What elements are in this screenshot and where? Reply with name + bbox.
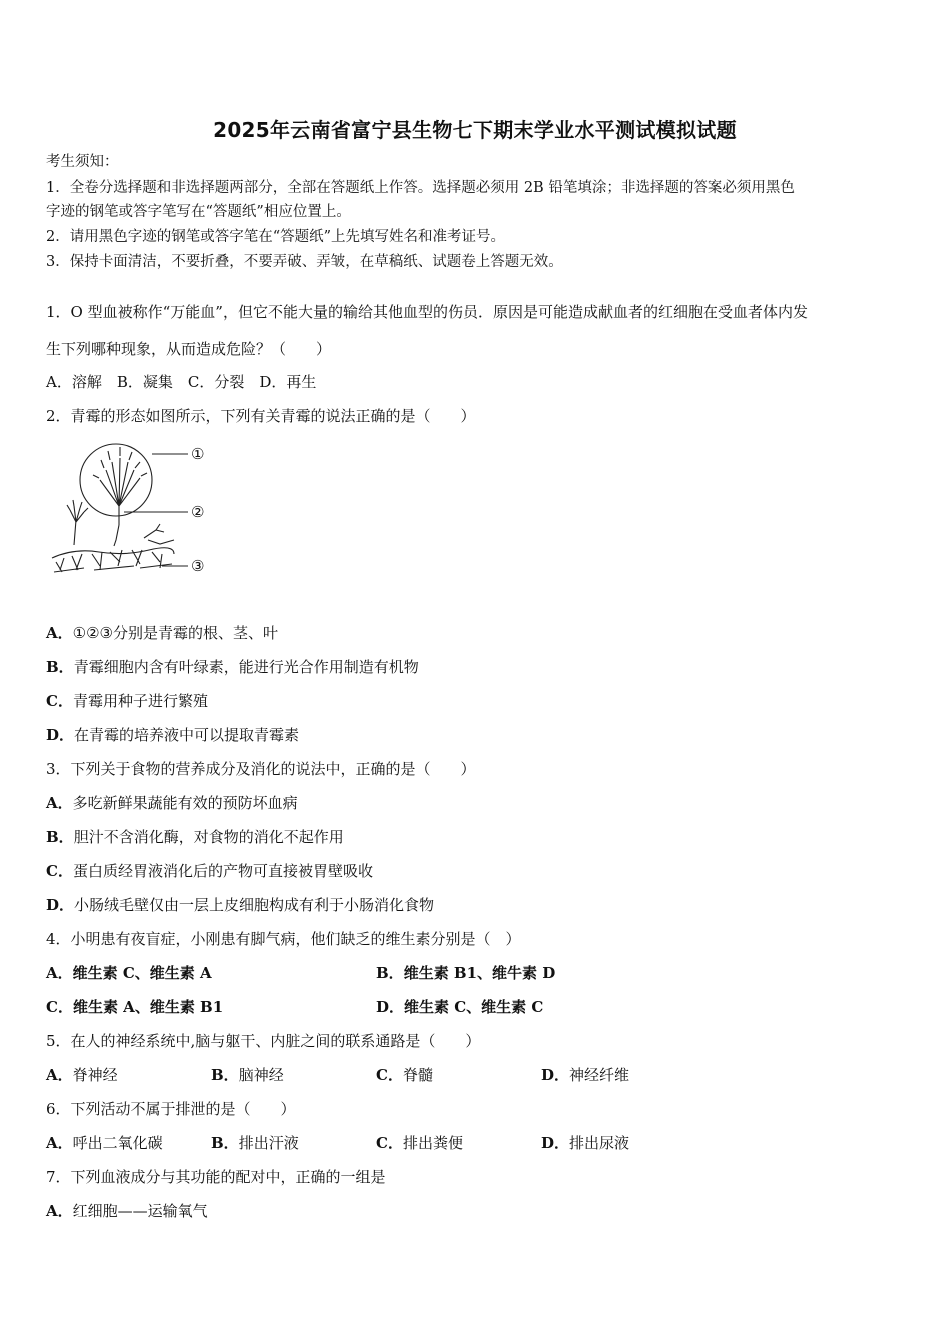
penicillium-figure (44, 440, 224, 590)
option-text: 在青霉的培养液中可以提取青霉素 (74, 726, 300, 744)
option-text: 胆汁不含消化酶，对食物的消化不起作用 (73, 828, 344, 846)
option-letter: C． (46, 692, 73, 710)
q4-stem: 4．小明患有夜盲症，小刚患有脚气病，他们缺乏的维生素分别是（ ） (46, 930, 521, 948)
option-letter: C． (46, 998, 73, 1016)
option-letter: A． (46, 1066, 73, 1084)
option-letter: B． (211, 1134, 239, 1152)
option-letter: D． (46, 896, 75, 914)
figure-label-1: ① (191, 445, 205, 463)
option-letter: C． (376, 1134, 403, 1152)
option-text: 排出汗液 (238, 1134, 299, 1152)
option-text: 呼出二氧化碳 (72, 1134, 163, 1152)
option-text: 排出尿液 (569, 1134, 630, 1152)
figure-label-3: ③ (191, 557, 205, 575)
option-letter: C． (376, 1066, 403, 1084)
q3-stem: 3．下列关于食物的营养成分及消化的说法中，正确的是（ ） (46, 760, 476, 778)
q5-stem: 5．在人的神经系统中,脑与躯干、内脏之间的联系通路是（ ） (46, 1032, 481, 1050)
option-text: 多吃新鲜果蔬能有效的预防坏血病 (72, 794, 298, 812)
q2-stem: 2．青霉的形态如图所示，下列有关青霉的说法正确的是（ ） (46, 407, 476, 425)
option-text: 蛋白质经胃液消化后的产物可直接被胃壁吸收 (72, 862, 373, 880)
q6-option-d (541, 1133, 629, 1153)
option-letter: D． (376, 998, 405, 1016)
option-letter: A． (46, 1134, 73, 1152)
q2-option-a (46, 623, 278, 643)
option-letter: D． (46, 726, 75, 744)
q1-stem: 1．O 型血被称作“万能血”，但它不能大量的输给其他血型的伤员．原因是可能造成献血者的红细胞在受血者体内发 (46, 303, 808, 321)
q5-option-a (46, 1065, 118, 1085)
option-text: 维生素 B1、维牛素 D (403, 964, 556, 982)
option-letter: D． (541, 1066, 570, 1084)
option-text: 维生素 A、维生素 B1 (72, 998, 224, 1016)
notice-item: 1．全卷分选择题和非选择题两部分，全部在答题纸上作答。选择题必须用 2B 铅笔填涂；非选择题的答案必须用黑色 (46, 180, 795, 196)
option-letter: B． (211, 1066, 239, 1084)
option-text: 青霉用种子进行繁殖 (72, 692, 208, 710)
q2-option-b (46, 657, 419, 677)
option-text: 维生素 C、维生素 A (72, 964, 212, 982)
option-letter: B． (376, 964, 404, 982)
option-letter: A． (46, 1202, 73, 1220)
q3-option-b (46, 827, 344, 847)
q6-option-a (46, 1133, 163, 1153)
option-letter: C． (46, 862, 73, 880)
option-text: 脊神经 (72, 1066, 118, 1084)
q3-option-c (46, 861, 373, 881)
q6-stem: 6．下列活动不属于排泄的是（ ） (46, 1100, 296, 1118)
option-text: 脑神经 (238, 1066, 284, 1084)
option-text: 小肠绒毛壁仅由一层上皮细胞构成有利于小肠消化食物 (74, 896, 435, 914)
option-text: 排出粪便 (402, 1134, 463, 1152)
q5-option-b (211, 1065, 284, 1085)
option-letter: A． (46, 964, 73, 982)
q5-option-c (376, 1065, 433, 1085)
figure-label-2: ② (191, 503, 205, 521)
option-text: 青霉细胞内含有叶绿素，能进行光合作用制造有机物 (73, 658, 419, 676)
q6-option-c (376, 1133, 463, 1153)
option-letter: A． (46, 624, 73, 642)
option-letter: D． (541, 1134, 570, 1152)
q3-option-a (46, 793, 298, 813)
option-text: 红细胞——运输氧气 (72, 1202, 208, 1220)
q7-stem: 7．下列血液成分与其功能的配对中，正确的一组是 (46, 1168, 386, 1186)
notice-item: 3．保持卡面清洁，不要折叠，不要弄破、弄皱，在草稿纸、试题卷上答题无效。 (46, 254, 563, 270)
q4-option-d (376, 997, 543, 1017)
q5-option-d (541, 1065, 629, 1085)
option-text: 神经纤维 (569, 1066, 630, 1084)
q7-option-a (46, 1201, 208, 1221)
q4-option-b (376, 963, 555, 983)
q2-option-d (46, 725, 299, 745)
notice-item: 2．请用黑色字迹的钢笔或答字笔在“答题纸”上先填写姓名和准考证号。 (46, 229, 506, 245)
q4-option-c (46, 997, 223, 1017)
option-text: 脊髓 (402, 1066, 433, 1084)
q6-option-b (211, 1133, 299, 1153)
page-title: 2025年云南省富宁县生物七下期末学业水平测试模拟试题 (213, 118, 737, 142)
option-letter: B． (46, 828, 74, 846)
notice-item: 字迹的钢笔或答字笔写在“答题纸”相应位置上。 (46, 204, 351, 220)
option-text: 维生素 C、维生素 C (404, 998, 544, 1016)
q2-option-c (46, 691, 208, 711)
q1-options: A．溶解 B．凝集 C．分裂 D．再生 (46, 373, 317, 391)
option-text: ①②③分别是青霉的根、茎、叶 (72, 624, 278, 642)
option-letter: A． (46, 794, 73, 812)
notice-heading: 考生须知： (46, 154, 119, 170)
q1-stem-continued: 生下列哪种现象，从而造成危险？（ ） (46, 340, 332, 358)
q4-option-a (46, 963, 212, 983)
q3-option-d (46, 895, 434, 915)
option-letter: B． (46, 658, 74, 676)
